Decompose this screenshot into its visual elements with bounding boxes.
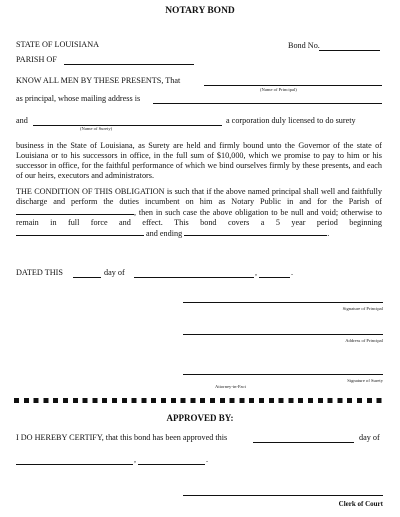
signature-of-principal-line[interactable] <box>183 302 383 303</box>
parish-field[interactable] <box>64 55 194 65</box>
dashed-divider <box>14 398 385 403</box>
dated-comma: , <box>255 268 258 277</box>
business-paragraph: business in the State of Louisiana, as Surety are held and firmly bound unto the Governor of the state of Louisiana or to his successors in office, in the full sum of $10,000, which we promise to pay to him or his successor in office, for the faithful performance of which we bind ourselves firmly by these presents, and each of our heirs, executors and administrators. <box>16 141 382 180</box>
surety-name-field[interactable] <box>33 116 222 126</box>
dated-year-field[interactable] <box>259 268 290 278</box>
dated-this-label: DATED THIS <box>16 268 63 277</box>
attorney-in-fact-label: Attorney-in-Fact <box>215 384 246 389</box>
bond-no-field[interactable] <box>319 41 380 51</box>
approval-day-field[interactable] <box>253 433 354 443</box>
condition-end: . <box>327 229 330 238</box>
signature-of-surety-label: Signature of Surety <box>347 378 383 383</box>
approval-year-field[interactable] <box>138 455 205 465</box>
condition-paragraph <box>16 187 382 239</box>
bond-no-label: Bond No. <box>288 41 320 50</box>
name-of-surety-caption: (Name of Surety) <box>80 126 113 131</box>
dated-day-field[interactable] <box>73 268 101 278</box>
condition-text-1: THE CONDITION OF THIS OBLIGATION is such that if the above named principal shall well and faithfully discharge and perform the duties incumbent on him as Notary Public in and for the Parish of <box>16 187 382 206</box>
principal-name-field[interactable] <box>204 76 382 86</box>
beginning-date-field[interactable] <box>16 228 144 236</box>
mailing-address-field[interactable] <box>153 94 382 104</box>
name-of-principal-caption: (Name of Principal) <box>260 87 297 92</box>
condition-text-3: and ending <box>146 229 183 238</box>
signature-of-principal-label: Signature of Principal <box>342 306 383 311</box>
know-all-text: KNOW ALL MEN BY THESE PRESENTS, That <box>16 76 181 85</box>
dated-month-field[interactable] <box>134 268 254 278</box>
address-of-principal-line[interactable] <box>183 334 383 335</box>
corporation-text: a corporation duly licensed to do surety <box>226 116 356 125</box>
dated-day-of-label: day of <box>104 268 125 277</box>
approved-by-heading: APPROVED BY: <box>166 413 234 423</box>
clerk-of-court-label: Clerk of Court <box>338 500 383 508</box>
ending-date-field[interactable] <box>184 228 330 238</box>
clerk-signature-line[interactable] <box>183 495 383 496</box>
state-line: STATE OF LOUISIANA <box>16 40 100 49</box>
mailing-text: as principal, whose mailing address is <box>16 94 141 103</box>
parish-label: PARISH OF <box>16 55 57 64</box>
approval-period: . <box>206 455 209 464</box>
and-label: and <box>16 116 28 125</box>
approval-comma: , <box>134 455 137 464</box>
document-title: NOTARY BOND <box>165 6 235 16</box>
parish-of-commission-field[interactable] <box>16 207 134 215</box>
address-of-principal-label: Address of Principal <box>345 338 383 343</box>
certify-day-of-label: day of <box>359 433 380 442</box>
signature-of-surety-line[interactable] <box>183 374 383 375</box>
dated-period: . <box>291 268 294 277</box>
certify-text: I DO HEREBY CERTIFY, that this bond has been approved this <box>16 433 228 442</box>
condition-text-2: , then in such case the above obligation to be null and void; otherwise to remain in full force and effect. This bond covers a 5 year period beginning <box>16 208 382 227</box>
approval-month-field[interactable] <box>16 455 133 465</box>
